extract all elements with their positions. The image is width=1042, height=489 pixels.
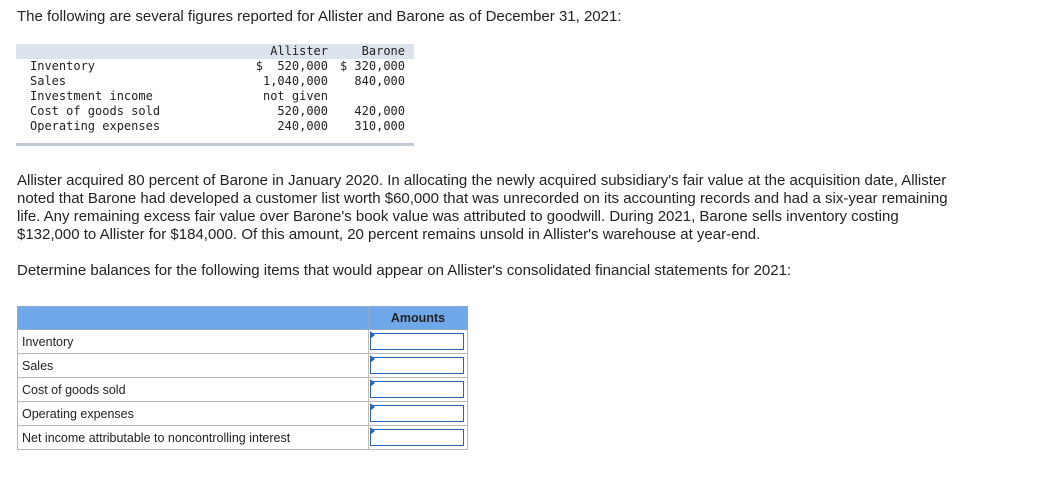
answer-cell-sales: [369, 354, 468, 378]
row-label-cogs: Cost of goods sold: [30, 104, 161, 118]
table-row: [18, 378, 468, 402]
answer-label-operating-expenses: Operating expenses: [18, 402, 369, 426]
given-header-bar: [16, 44, 414, 59]
barone-sales: 840,000: [354, 74, 405, 88]
answer-label-cogs: Cost of goods sold: [18, 378, 369, 402]
table-row: [18, 354, 468, 378]
answer-header-label: [18, 307, 369, 330]
answer-cell-nci: [369, 426, 468, 450]
answer-header-amounts: Amounts: [369, 307, 468, 330]
field-marker-icon: [370, 403, 375, 411]
answer-label-nci: Net income attributable to noncontrolling interest: [18, 426, 369, 450]
field-marker-icon: [370, 379, 375, 387]
sales-amount-input[interactable]: [370, 357, 464, 374]
barone-operating-expenses: 310,000: [354, 119, 405, 133]
field-marker-icon: [370, 427, 375, 435]
answer-label-sales: Sales: [18, 354, 369, 378]
allister-operating-expenses: 240,000: [277, 119, 328, 133]
row-label-investment-income: Investment income: [30, 89, 153, 103]
header-barone: Barone: [361, 44, 405, 58]
answer-cell-inventory: [369, 330, 468, 354]
table-row: [18, 402, 468, 426]
barone-cogs: 420,000: [354, 104, 405, 118]
cogs-amount-input[interactable]: [370, 381, 464, 398]
barone-inventory: $ 320,000: [339, 59, 405, 73]
allister-cogs: 520,000: [277, 104, 328, 118]
table-row: [18, 426, 468, 450]
allister-inventory: $ 520,000: [255, 59, 328, 73]
field-marker-icon: [370, 355, 375, 363]
row-label-inventory: Inventory: [30, 59, 96, 73]
allister-sales: 1,040,000: [262, 74, 328, 88]
question-text: Determine balances for the following items that would appear on Allister's consolidated financial statements for 2021:: [17, 262, 792, 279]
field-marker-icon: [370, 331, 375, 339]
inventory-amount-input[interactable]: [370, 333, 464, 350]
answer-header-row: [18, 307, 468, 330]
header-allister: Allister: [270, 44, 328, 58]
given-footer-bar: [16, 143, 414, 146]
answer-label-inventory: Inventory: [18, 330, 369, 354]
answer-table: [17, 306, 468, 450]
problem-paragraph: Allister acquired 80 percent of Barone in January 2020. In allocating the newly acquired subsidiary's fair value at the acquisition date, Allister noted that Barone had developed a customer list worth $60,000 that was unrecorded on its accounting records and had a six-year remaining life. Any remaining excess fair value over Barone's book value was attributed to goodwill. During 2021, Barone sells inventory costing $132,000 to Allister for $184,000. Of this amount, 20 percent remains unsold in Allister's warehouse at year-end.: [17, 172, 948, 243]
answer-cell-cogs: [369, 378, 468, 402]
row-label-operating-expenses: Operating expenses: [30, 119, 161, 133]
table-row: [18, 330, 468, 354]
answer-cell-operating-expenses: [369, 402, 468, 426]
row-label-sales: Sales: [30, 74, 67, 88]
operating-expenses-amount-input[interactable]: [370, 405, 464, 422]
nci-amount-input[interactable]: [370, 429, 464, 446]
intro-text: The following are several figures reported for Allister and Barone as of December 31, 2021:: [17, 8, 622, 25]
allister-investment-income: not given: [262, 89, 328, 103]
